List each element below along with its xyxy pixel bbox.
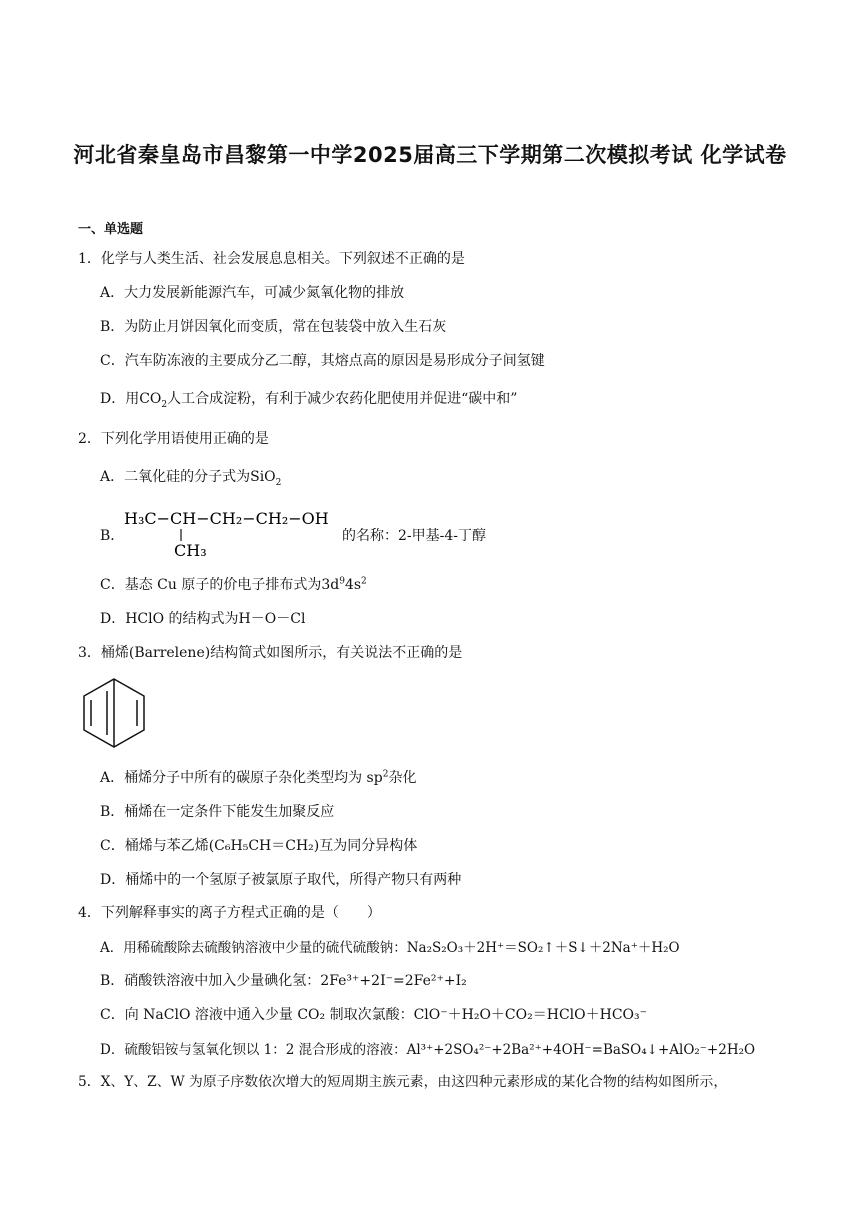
- question-3-option-b: B．桶烯在一定条件下能发生加聚反应: [100, 804, 335, 820]
- question-2-option-c-mid: 4s: [344, 577, 362, 593]
- question-1-option-a: A．大力发展新能源汽车，可减少氮氧化物的排放: [100, 285, 405, 301]
- question-4-option-c: C．向 NaClO 溶液中通入少量 CO₂ 制取次氯酸：ClO⁻＋H₂O＋CO₂＝HClO＋HCO₃⁻: [100, 1007, 648, 1023]
- question-1-option-d-sub: 2: [161, 399, 168, 410]
- question-5-stem: 5．X、Y、Z、W 为原子序数依次增大的短周期主族元素，由这四种元素形成的某化合物的结构如图所示，: [78, 1074, 728, 1090]
- question-3-option-c: C．桶烯与苯乙烯(C₆H₅CH＝CH₂)互为同分异构体: [100, 838, 418, 854]
- question-2-stem: 2．下列化学用语使用正确的是: [78, 431, 269, 447]
- barrelene-structure-diagram: [80, 677, 148, 749]
- question-2-option-c-sup2: 2: [361, 576, 367, 587]
- question-3-option-a-pre: A．桶烯分子中所有的碳原子杂化类型均为 sp: [100, 770, 383, 786]
- question-4-option-d: D．硫酸铝铵与氢氧化钡以 1：2 混合形成的溶液：Al³⁺+2SO₄²⁻+2Ba²⁺+4OH⁻=BaSO₄↓+AlO₂⁻+2H₂O: [100, 1042, 756, 1058]
- question-3-stem: 3．桶烯(Barrelene)结构简式如图所示，有关说法不正确的是: [78, 645, 463, 661]
- question-2-option-d: D．HClO 的结构式为H－O－Cl: [100, 611, 306, 627]
- question-2-option-c-sup1: 9: [339, 576, 345, 587]
- question-3-option-d: D．桶烯中的一个氢原子被氯原子取代，所得产物只有两种: [100, 872, 462, 888]
- question-4-option-b: B．硝酸铁溶液中加入少量碘化氢：2Fe³⁺+2I⁻=2Fe²⁺+I₂: [100, 973, 467, 989]
- question-1-option-d-pre: D．用CO: [100, 391, 162, 407]
- document-title: 河北省秦皇岛市昌黎第一中学2025届高三下学期第二次模拟考试 化学试卷: [73, 143, 787, 167]
- question-1-option-b: B．为防止月饼因氧化而变质，常在包装袋中放入生石灰: [100, 319, 447, 335]
- formula-main-chain: H₃C−CH−CH₂−CH₂−OH: [124, 509, 329, 528]
- question-3-option-a: [100, 767, 416, 787]
- question-2-option-c-pre: C．基态 Cu 原子的价电子排布式为3d: [100, 577, 340, 593]
- section-heading: 一、单选题: [78, 222, 144, 237]
- question-3-option-a-post: 杂化: [388, 770, 417, 786]
- question-2-option-a: [100, 466, 281, 488]
- question-2-option-a-pre: A．二氧化硅的分子式为SiO: [100, 469, 276, 485]
- question-1-option-d: [100, 388, 517, 410]
- question-2-option-c: [100, 574, 367, 594]
- question-1-stem: 1．化学与人类生活、社会发展息息相关。下列叙述不正确的是: [78, 251, 465, 267]
- question-4-option-a: A．用稀硫酸除去硫酸钠溶液中少量的硫代硫酸钠：Na₂S₂O₃＋2H⁺＝SO₂↑＋S↓＋2Na⁺＋H₂O: [100, 940, 680, 956]
- question-2-option-b-name: 的名称：2-甲基-4-丁醇: [342, 528, 487, 544]
- question-4-stem: 4．下列解释事实的离子方程式正确的是（ ）: [78, 905, 381, 921]
- structural-formula-2-methyl-butanol: [124, 504, 344, 562]
- question-2-option-b-label: B．: [100, 528, 125, 544]
- question-2-option-a-sub: 2: [275, 477, 282, 488]
- question-1-option-d-post: 人工合成淀粉，有利于减少农药化肥使用并促进“碳中和”: [167, 391, 518, 407]
- question-1-option-c: C．汽车防冻液的主要成分乙二醇，其熔点高的原因是易形成分子间氢键: [100, 353, 545, 369]
- formula-branch-methyl: CH₃: [174, 541, 207, 560]
- question-3-option-a-sup: 2: [382, 769, 389, 780]
